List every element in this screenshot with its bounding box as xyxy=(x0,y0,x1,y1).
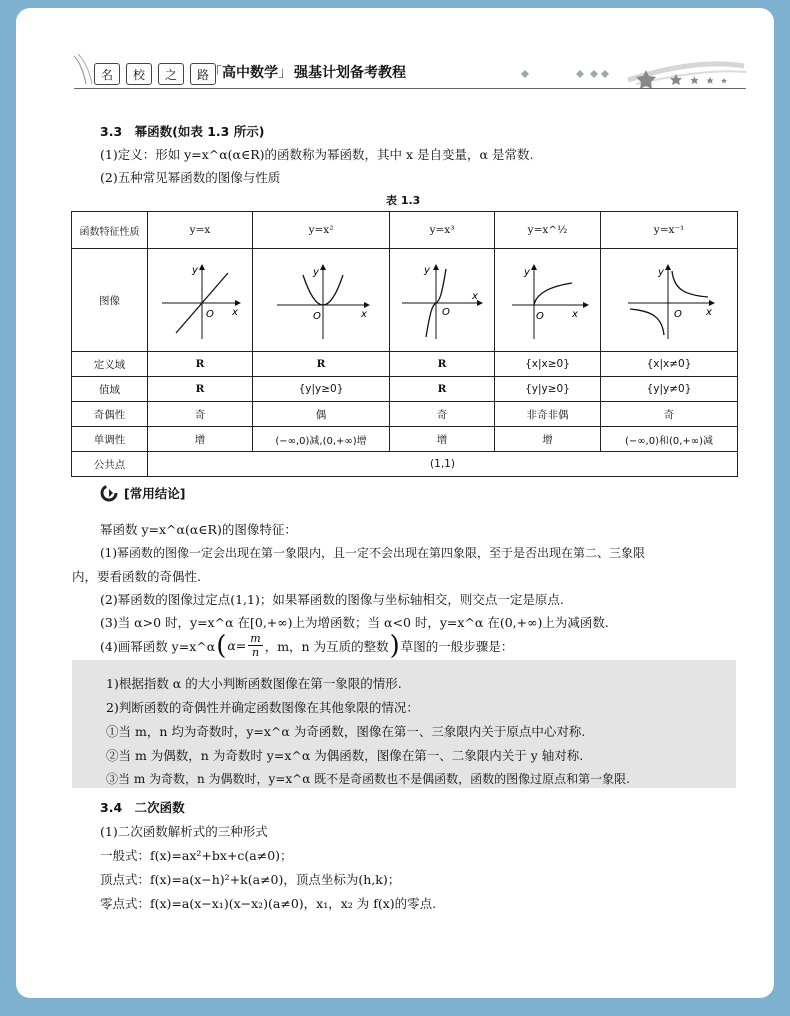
paren-left: ( xyxy=(216,630,227,661)
origin-label: O xyxy=(206,308,214,320)
conclusion-label: [常用结论] xyxy=(124,486,186,501)
fraction-denominator: n xyxy=(251,646,260,659)
section-title-3-4: 3.4 二次函数 xyxy=(100,800,185,815)
table-cell: {x|x≠0} xyxy=(601,352,738,377)
conclusion-item-1: (1)幂函数的图像一定会出现在第一象限内，且一定不会出现在第四象限，至于是否出现在第二、三象限 xyxy=(100,546,646,560)
fraction-numerator: m xyxy=(250,632,261,645)
section-title-3-3: 3.3 幂函数(如表 1.3 所示) xyxy=(100,124,265,139)
table-cell: {y|y≥0} xyxy=(495,377,601,402)
page xyxy=(16,8,774,998)
table-corner: 函数特征性质 xyxy=(72,212,148,249)
step-2-case-1: ①当 m，n 均为奇数时，y=x^α 为奇函数，图像在第一、三象限内关于原点中心对称. xyxy=(106,724,586,739)
conclusion-item-3: (3)当 α>0 时，y=x^α 在[0,+∞)上为增函数；当 α<0 时，y=x^α 在(0,+∞)上为减函数. xyxy=(100,615,609,630)
conclusion-intro: 幂函数 y=x^α(α∈R)的图像特征： xyxy=(100,522,297,537)
vertex-form: 顶点式：f(x)=a(x−h)²+k(a≠0)，顶点坐标为(h,k)； xyxy=(100,872,401,887)
x-axis-label: x xyxy=(361,308,367,320)
table-cell: 奇 xyxy=(148,402,253,427)
conclusion-item-4 xyxy=(100,632,513,659)
item4-suffix: 草图的一般步骤是： xyxy=(400,638,514,654)
function-header: y=x xyxy=(148,212,253,249)
table-cell: R xyxy=(390,352,495,377)
table-row xyxy=(72,452,738,477)
series-name xyxy=(94,63,216,85)
table-cell: {y|y≥0} xyxy=(253,377,390,402)
fraction xyxy=(248,632,262,659)
graph-cell xyxy=(601,249,738,352)
table-cell: 非奇非偶 xyxy=(495,402,601,427)
table-cell: {y|y≠0} xyxy=(601,377,738,402)
series-char: 校 xyxy=(126,63,152,85)
table-cell: 增 xyxy=(495,427,601,452)
origin-label: O xyxy=(442,306,450,318)
table-cell: R xyxy=(253,352,390,377)
row-label: 单调性 xyxy=(72,427,148,452)
book-name: 高中数学 xyxy=(222,65,278,81)
graph-y-equals-inverse-x xyxy=(614,251,724,347)
table-row xyxy=(72,427,738,452)
item4-prefix: (4)画幂函数 y=x^α xyxy=(100,638,216,654)
function-header: y=x² xyxy=(253,212,390,249)
book-subtitle: 强基计划备考教程 xyxy=(294,65,406,81)
graph-cell xyxy=(495,249,601,352)
table-header-row xyxy=(72,212,738,249)
graph-y-equals-x-squared xyxy=(261,251,381,347)
header-divider xyxy=(74,88,746,89)
common-point-value: (1,1) xyxy=(148,452,738,477)
function-header: y=x^½ xyxy=(495,212,601,249)
conclusion-item-1-cont: 内，要看函数的奇偶性. xyxy=(72,569,201,584)
table-cell: 增 xyxy=(390,427,495,452)
table-row xyxy=(72,377,738,402)
x-axis-label: x xyxy=(571,308,578,320)
y-axis-label: y xyxy=(192,264,198,276)
graph-y-equals-x xyxy=(150,251,250,347)
row-label: 定义域 xyxy=(72,352,148,377)
graph-cell xyxy=(148,249,253,352)
origin-label: O xyxy=(674,308,682,320)
function-header: y=x³ xyxy=(390,212,495,249)
general-form: 一般式：f(x)=ax²+bx+c(a≠0)； xyxy=(100,848,293,863)
table-cell: (−∞,0)和(0,+∞)减 xyxy=(601,427,738,452)
series-char: 路 xyxy=(190,63,216,85)
graph-cell xyxy=(253,249,390,352)
row-label: 公共点 xyxy=(72,452,148,477)
function-header: y=x⁻¹ xyxy=(601,212,738,249)
row-label: 值域 xyxy=(72,377,148,402)
table-caption: 表 1.3 xyxy=(386,194,421,207)
y-axis-label: y xyxy=(424,264,430,276)
series-char: 名 xyxy=(94,63,120,85)
graph-cell xyxy=(390,249,495,352)
book-title: 「高中数学」 强基计划备考教程 xyxy=(208,65,406,81)
five-types-text: (2)五种常见幂函数的图像与性质 xyxy=(100,170,281,185)
x-axis-label: x xyxy=(472,290,478,302)
y-axis-label: y xyxy=(313,266,319,278)
table-cell: 偶 xyxy=(253,402,390,427)
table-row xyxy=(72,402,738,427)
page-header xyxy=(16,8,774,96)
step-2-case-3: ③当 m 为奇数，n 为偶数时，y=x^α 既不是奇函数也不是偶函数，函数的图像过原点和第一象限. xyxy=(106,772,630,786)
row-label: 图像 xyxy=(72,249,148,352)
step-2: 2)判断函数的奇偶性并确定函数图像在其他象限的情况： xyxy=(106,700,419,715)
origin-label: O xyxy=(535,310,544,322)
table-cell: 增 xyxy=(148,427,253,452)
y-axis-label: y xyxy=(658,266,664,278)
table-cell: 奇 xyxy=(390,402,495,427)
x-axis-label: x xyxy=(706,306,712,318)
item4-alpha: α= xyxy=(227,638,247,653)
circular-arrow-icon xyxy=(100,484,118,502)
table-cell: R xyxy=(148,377,253,402)
graph-y-equals-sqrt-x xyxy=(498,251,598,347)
table-cell: (−∞,0)减,(0,+∞)增 xyxy=(253,427,390,452)
y-axis-label: y xyxy=(523,266,530,278)
graph-y-equals-x-cubed xyxy=(392,251,492,347)
zero-form: 零点式：f(x)=a(x−x₁)(x−x₂)(a≠0)，x₁，x₂ 为 f(x)的零点. xyxy=(100,896,437,911)
item4-mid: ，m，n 为互质的整数 xyxy=(264,638,389,654)
table-cell: 奇 xyxy=(601,402,738,427)
series-char: 之 xyxy=(158,63,184,85)
origin-label: O xyxy=(313,310,321,322)
x-axis-label: x xyxy=(232,306,238,318)
table-row xyxy=(72,352,738,377)
row-label: 奇偶性 xyxy=(72,402,148,427)
table-cell: R xyxy=(148,352,253,377)
definition-text: (1)定义：形如 y=x^α(α∈R)的函数称为幂函数，其中 x 是自变量，α 是常数. xyxy=(100,147,534,162)
table-graph-row xyxy=(72,249,738,352)
step-1: 1)根据指数 α 的大小判断函数图像在第一象限的情形. xyxy=(106,676,402,691)
paren-right: ) xyxy=(389,630,400,661)
table-cell: {x|x≥0} xyxy=(495,352,601,377)
table-cell: R xyxy=(390,377,495,402)
step-2-case-2: ②当 m 为偶数，n 为奇数时 y=x^α 为偶函数，图像在第一、二象限内关于 y 轴对称. xyxy=(106,748,584,763)
conclusion-item-2: (2)幂函数的图像过定点(1,1)；如果幂函数的图像与坐标轴相交，则交点一定是原点. xyxy=(100,592,564,607)
quadratic-forms: (1)二次函数解析式的三种形式 xyxy=(100,824,268,839)
diamond-icons xyxy=(521,70,609,78)
power-function-table xyxy=(71,211,738,477)
conclusion-heading xyxy=(100,484,185,502)
